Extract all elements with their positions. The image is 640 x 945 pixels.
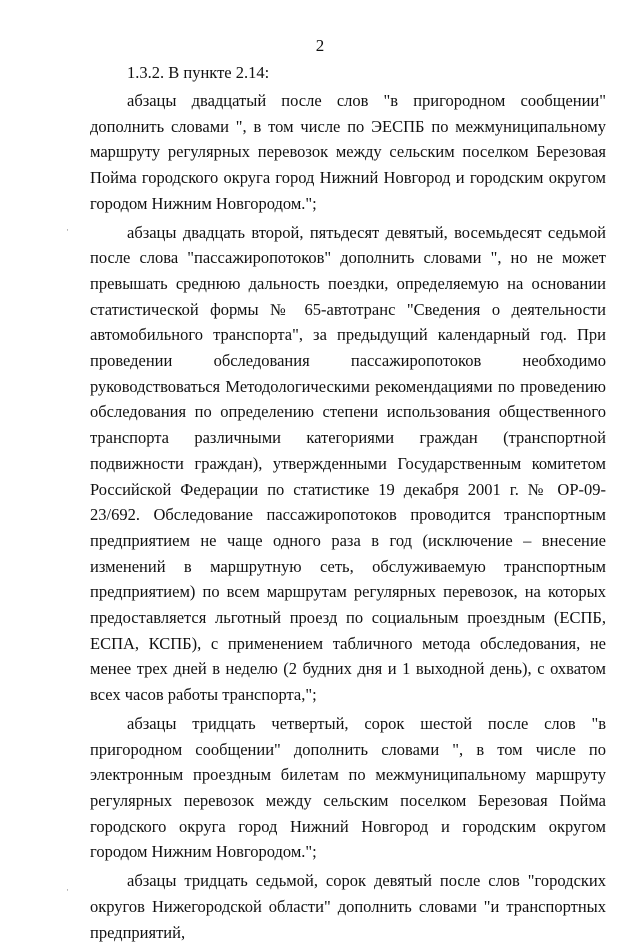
- section-heading: 1.3.2. В пункте 2.14:: [127, 63, 270, 82]
- paragraph: абзацы двадцатый после слов "в пригородном сообщении" дополнить словами ", в том числе по ЭЕСПБ по межмуниципальному маршруту регулярных перевозок между сельским поселком Березовая Пойма городского округа город Нижний Новгород и городским округом городом Нижним Новгородом.";: [90, 91, 606, 213]
- margin-dot-mark: ·: [66, 885, 69, 895]
- page-number: 2: [315, 36, 325, 55]
- paragraph: абзацы тридцать седьмой, сорок девятый после слов "городских округов Нижегородской области" дополнить словами "и транспортных предприятий,: [90, 871, 606, 942]
- margin-dot-mark: ·: [66, 225, 69, 235]
- paragraph: абзацы двадцать второй, пятьдесят девятый, восемьдесят седьмой после слова "пассажиропотоков" дополнить словами ", но не может превышать среднюю дальность поездки, определяемую на основании статистической формы № 65-автотранс "Сведения о деятельности автомобильного транспорта", за предыдущий календарный год. При проведении обследования пассажиропотоков необходимо руководствоваться Методологическими рекомендациями по проведению обследования по определению степени использования общественного транспорта различными категориями граждан (транспортной подвижности граждан), утвержденными Государственным комитетом Российской Федерации по статистике 19 декабря 2001 г. № ОР-09-23/692. Обследование пассажиропотоков проводится транспортным предприятием не чаще одного раза в год (исключение – внесение изменений в маршрутную сеть, обслуживаемую транспортным предприятием) по всем маршрутам регулярных перевозок, на которых предоставляется льготный проезд по социальным проездным (ЕСПБ, ЕСПА, КСПБ), с применением табличного метода обследования, не менее трех дней в неделю (2 будних дня и 1 выходной день), с охватом всех часов работы транспорта,";: [90, 222, 606, 705]
- paragraph: абзацы тридцать четвертый, сорок шестой после слов "в пригородном сообщении" дополнить словами ", в том числе по электронным проездным билетам по межмуниципальному маршруту регулярных перевозок между сельским поселком Березовая Пойма городского округа город Нижний Новгород и городским округом городом Нижним Новгородом.";: [90, 713, 606, 862]
- document-body: [90, 60, 606, 945]
